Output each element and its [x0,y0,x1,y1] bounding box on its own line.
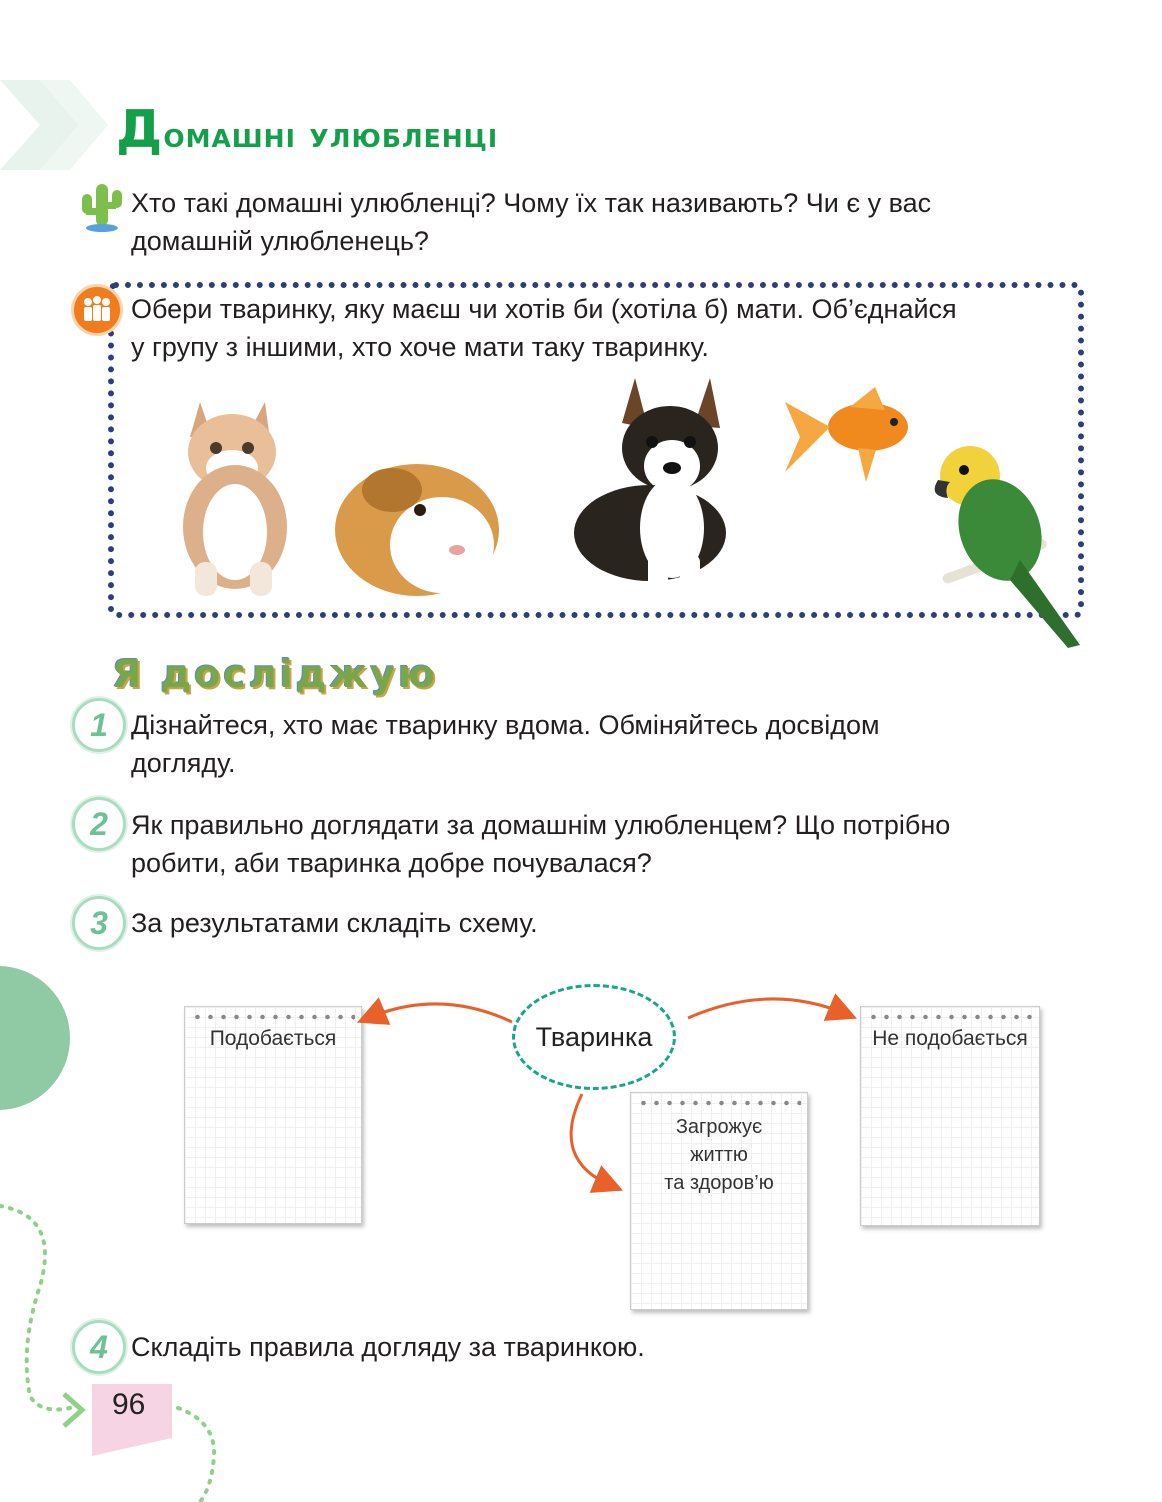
notepad-rings-icon [191,1011,355,1023]
task-1-line-2: догляду. [131,748,236,778]
dotted-path-decoration [0,1196,230,1502]
goldfish-image [780,382,920,492]
side-decoration [0,966,70,1110]
task-2-text [131,806,1091,882]
intro-line-1: Хто такі домашні улюбленці? Чому їх так називають? Чи є у вас [131,188,932,218]
danger-line-3: та здоров’ю [664,1172,774,1194]
notepad-dislikes [860,1006,1040,1226]
chevron-decoration-icon [0,70,110,180]
task-1-text [131,706,1091,782]
task-1-line-1: Дізнайтеся, хто має тваринку вдома. Обміняйтесь досвідом [131,710,880,740]
danger-line-2: життю [690,1144,748,1166]
cactus-icon [74,178,128,232]
group-work-icon [71,284,123,336]
group-task-line-1: Обери тваринку, яку маєш чи хотів би (хотіла б) мати. Об’єднайся [131,294,957,324]
notepad-likes [184,1006,362,1224]
notepad-likes-label: Подобається [209,1027,337,1050]
intro-line-2: домашній улюбленець? [131,226,429,256]
parrot-image [930,440,1090,650]
chevron-right-icon [58,1390,88,1430]
task-2-line-1: Як правильно доглядати за домашнім улюбленцем? Що потрібно [131,810,951,840]
puppy-image [560,368,750,604]
notepad-rings-icon [867,1011,1033,1023]
task-2-line-2: робити, аби тваринка добре почувалася? [131,848,652,878]
page-number: 96 [112,1388,146,1421]
task-1-number: 1 [72,698,126,752]
scheme-center-bubble: Тваринка [512,984,676,1090]
task-4-number: 4 [72,1320,126,1374]
intro-question [131,184,1091,260]
task-4-text: Складіть правила догляду за тваринкою. [131,1332,645,1362]
task-2-number: 2 [72,797,126,851]
notepad-dislikes-label: Не подобається [872,1027,1028,1050]
group-task-line-2: у групу з іншими, хто хоче мати таку тваринку. [131,332,709,362]
section-heading: Я досліджую [112,652,438,696]
danger-line-1: Загрожує [675,1116,763,1138]
guinea-pig-image [332,450,502,600]
task-3-text: За результатами складіть схему. [131,908,538,938]
group-task-text [131,290,1071,366]
kitten-image [150,382,310,602]
page-title: Домашні улюбленці [116,100,499,160]
task-3-number: 3 [72,896,126,950]
